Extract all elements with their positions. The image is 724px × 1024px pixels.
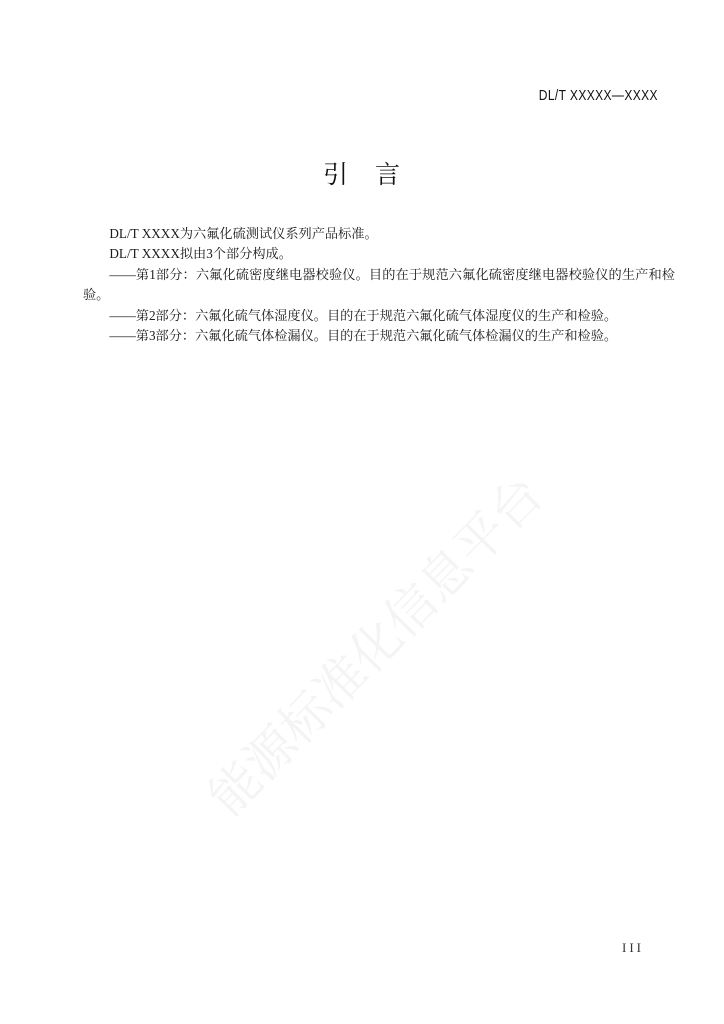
standard-code-header: DL/T XXXXX—XXXX	[538, 87, 658, 104]
paragraph-part1: ——第1部分：六氟化硫密度继电器校验仪。目的在于规范六氟化硫密度继电器校验仪的生产和检验。	[83, 266, 675, 303]
paragraph-part3: ——第3部分：六氟化硫气体检漏仪。目的在于规范六氟化硫气体检漏仪的生产和检验。	[109, 328, 618, 344]
watermark-text: 能源标准化信息平台	[198, 465, 554, 827]
paragraph-series-intro: DL/T XXXX为六氟化硫测试仪系列产品标准。	[109, 226, 378, 241]
paragraph-part2: ——第2部分：六氟化硫气体湿度仪。目的在于规范六氟化硫气体湿度仪的生产和检验。	[109, 307, 618, 323]
page-title: 引 言	[322, 161, 401, 189]
body-text	[83, 224, 675, 346]
page-number: III	[622, 940, 644, 955]
paragraph-parts-count: DL/T XXXX拟由3个部分构成。	[109, 246, 292, 262]
